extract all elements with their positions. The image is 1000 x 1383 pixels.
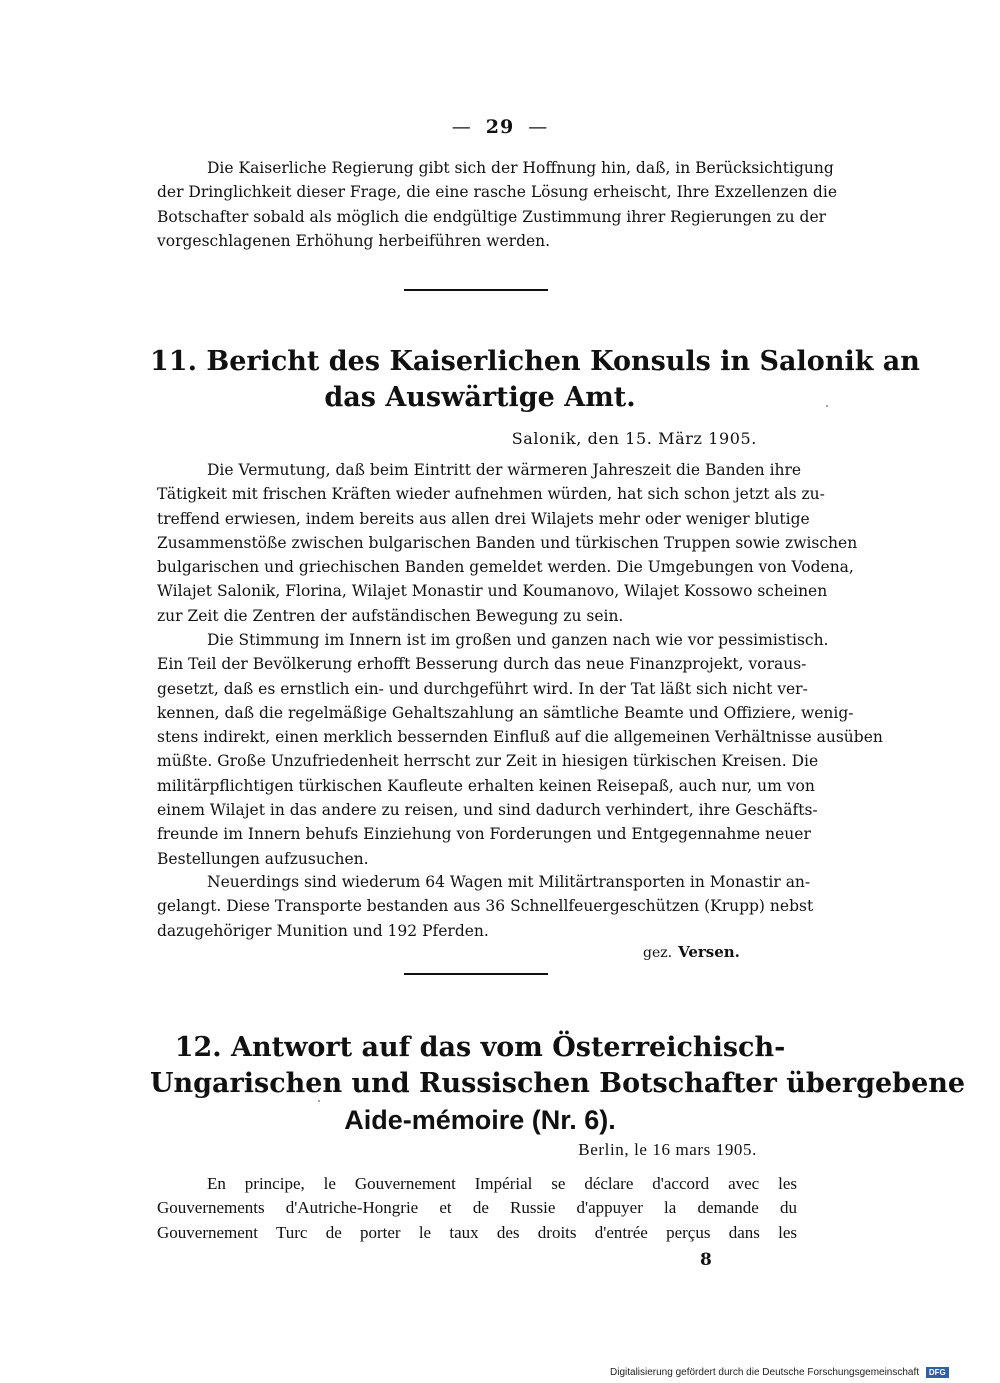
print-speck: [826, 405, 828, 407]
text-line: der Dringlichkeit dieser Frage, die eine rasche Lösung erheischt, Ihre Exzellenzen die: [157, 183, 837, 202]
heading-line: das Auswärtige Amt.: [324, 382, 636, 413]
text-line: Neuerdings sind wiederum 64 Wagen mit Militärtransporten in Monastir an-: [207, 873, 811, 891]
dash-left: —: [451, 116, 472, 138]
dateline-berlin: Berlin, le 16 mars 1905.: [578, 1140, 757, 1159]
dfg-logo-icon: DFG: [926, 1367, 949, 1378]
section-11-paragraph-1: [157, 458, 858, 628]
heading-line: 11. Bericht des Kaiserlichen Konsuls in Salonik an: [150, 346, 920, 377]
heading-line: 12. Antwort auf das vom Österreichisch-: [174, 1032, 786, 1063]
signature-name: Versen.: [678, 943, 740, 961]
text-line: Die Stimmung im Innern ist im großen und ganzen nach wie vor pessimistisch.: [207, 631, 829, 649]
text-line: bulgarischen und griechischen Banden gemeldet werden. Die Umgebungen von Vodena,: [157, 558, 854, 577]
text-line: militärpflichtigen türkischen Kaufleute erhalten keinen Reisepaß, auch nur, um von: [157, 776, 815, 795]
text-line: Die Kaiserliche Regierung gibt sich der Hoffnung hin, daß, in Berücksichtigung: [207, 159, 834, 177]
page-number-value: 29: [485, 116, 515, 138]
dateline-salonik: Salonik, den 15. März 1905.: [511, 429, 757, 448]
text-line: treffend erwiesen, indem bereits aus allen drei Wilajets mehr oder weniger blutige: [157, 509, 810, 528]
text-line: Tätigkeit mit frischen Kräften wieder aufnehmen würden, hat sich schon jetzt als zu-: [157, 485, 825, 504]
section-12-heading: [150, 1030, 966, 1138]
heading-line: Aide-mémoire (Nr. 6).: [344, 1105, 616, 1135]
dash-right: —: [528, 116, 549, 138]
page-number: [0, 116, 1000, 138]
signature: [643, 943, 740, 961]
intro-paragraph: [157, 156, 837, 253]
text-line: einem Wilajet in das andere zu reisen, und sind dadurch verhindert, ihre Geschäfts-: [157, 801, 818, 820]
text-line: Gouvernements d'Autriche-Hongrie et de Russie d'appuyer la demande du: [157, 1198, 797, 1218]
text-line: müßte. Große Unzufriedenheit herrscht zur Zeit in hiesigen türkischen Kreisen. Die: [157, 752, 819, 771]
section-divider: [404, 973, 548, 975]
text-line: stens indirekt, einen merklich bessernden Einfluß auf die allgemeinen Verhältnisse ausüben: [157, 728, 883, 747]
footer-text: Digitalisierung gefördert durch die Deutsche Forschungsgemeinschaft: [610, 1367, 920, 1379]
text-line: freunde im Innern behufs Einziehung von Forderungen und Entgegennahme neuer: [157, 825, 811, 844]
section-11-paragraph-2: [157, 628, 883, 871]
text-line: Bestellungen aufzusuchen.: [157, 849, 369, 868]
text-line: Die Vermutung, daß beim Eintritt der wärmeren Jahreszeit die Banden ihre: [207, 461, 802, 479]
section-divider: [404, 289, 548, 291]
text-line: zur Zeit die Zentren der aufständischen Bewegung zu sein.: [157, 606, 624, 625]
digitization-footer: [610, 1367, 949, 1378]
text-line: En principe, le Gouvernement Impérial se déclare d'accord avec les: [207, 1174, 797, 1193]
heading-line: Ungarischen und Russischen Botschafter übergebene: [150, 1068, 966, 1099]
text-line: vorgeschlagenen Erhöhung herbeiführen werden.: [157, 231, 551, 250]
section-11-heading: [150, 344, 920, 416]
text-line: Botschafter sobald als möglich die endgültige Zustimmung ihrer Regierungen zu der: [157, 207, 827, 226]
text-line: dazugehöriger Munition und 192 Pferden.: [157, 921, 489, 940]
text-line: gelangt. Diese Transporte bestanden aus 36 Schnellfeuergeschützen (Krupp) nebst: [157, 897, 814, 916]
text-line: Ein Teil der Bevölkerung erhofft Besserung durch das neue Finanzprojekt, voraus-: [157, 655, 807, 674]
text-line: gesetzt, daß es ernstlich ein- und durchgeführt wird. In der Tat läßt sich nicht ver-: [157, 679, 808, 698]
text-line: kennen, daß die regelmäßige Gehaltszahlung an sämtliche Beamte und Offiziere, wenig-: [157, 703, 854, 722]
text-line: Gouvernement Turc de porter le taux des droits d'entrée perçus dans les: [157, 1222, 797, 1242]
text-line: Wilajet Salonik, Florina, Wilajet Monastir und Koumanovo, Wilajet Kossowo scheinen: [157, 582, 828, 601]
text-line: Zusammenstöße zwischen bulgarischen Banden und türkischen Truppen sowie zwischen: [157, 533, 858, 552]
signature-prefix: gez.: [643, 945, 673, 961]
section-11-paragraph-3: [157, 870, 814, 943]
section-12-paragraph-1: [157, 1172, 797, 1245]
sheet-mark: 8: [700, 1250, 712, 1270]
print-speck: [318, 1100, 320, 1102]
